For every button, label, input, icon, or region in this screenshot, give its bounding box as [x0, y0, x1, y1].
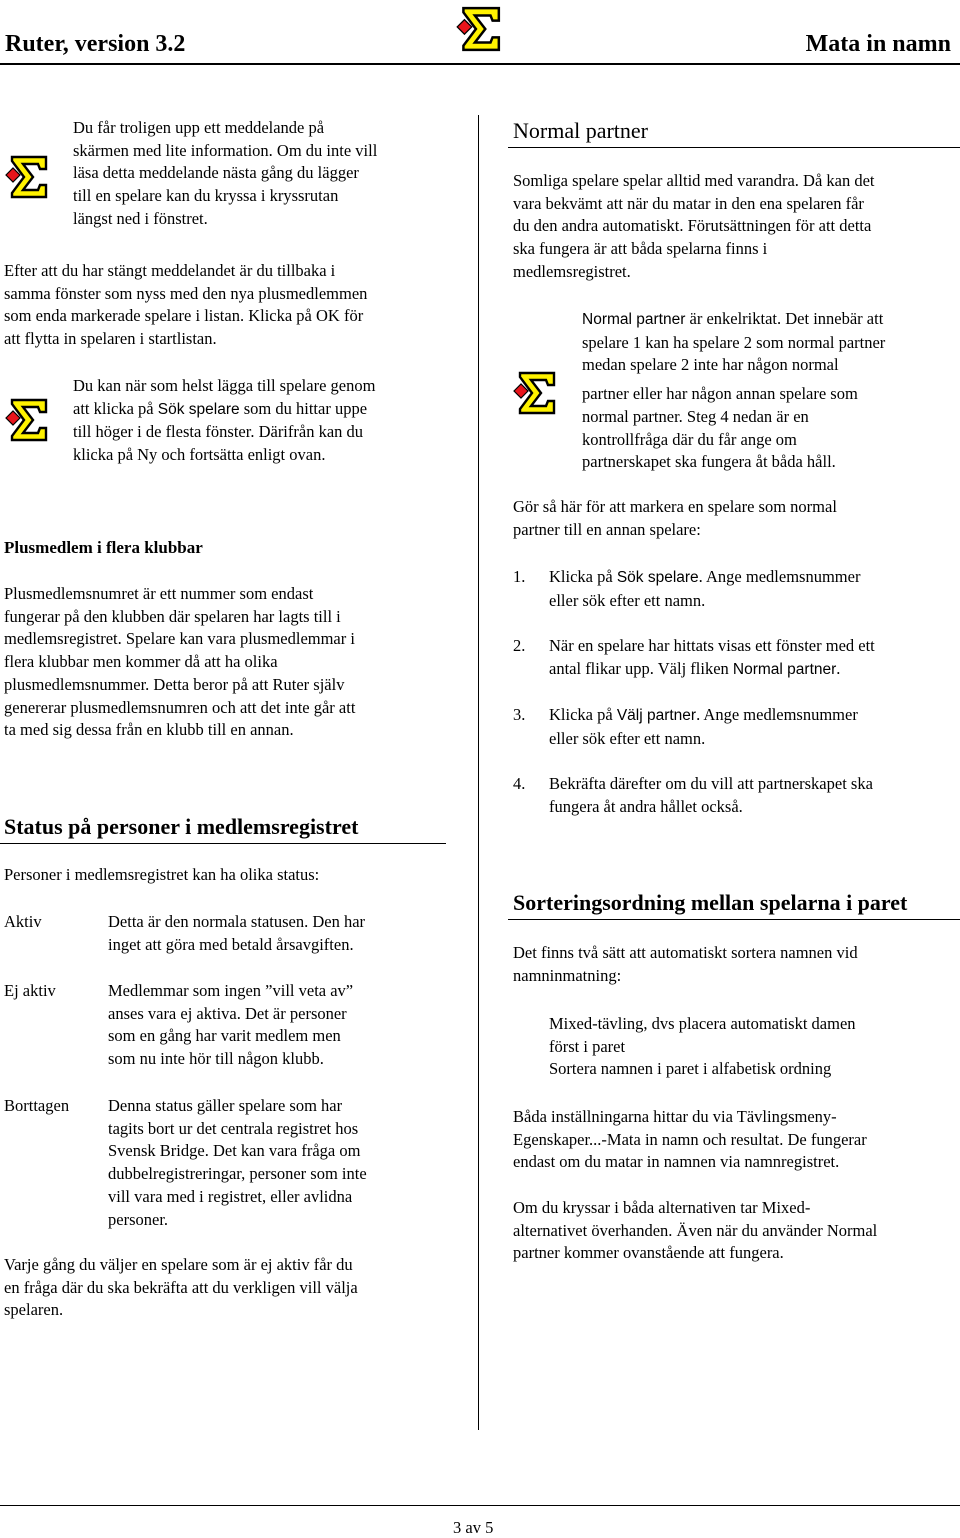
- sort-heading-rule: [508, 919, 960, 920]
- status-outro: Varje gång du väljer en spelare som är ej aktiv får du en fråga där du ska bekräfta att du verkligen vill välja spelaren.: [4, 1255, 358, 1320]
- step-number: 4.: [513, 774, 526, 793]
- sigma-tip-icon: [510, 369, 558, 417]
- ruter-sigma-logo-icon: [453, 4, 503, 54]
- normal-partner-paragraph: Somliga spelare spelar alltid med varandra. Då kan det vara bekvämt att när du matar in den ena spelaren får du den andra automatiskt. Förutsättningen för att detta ska fungera är att båda spelarna finns i medlemsregistret.: [513, 171, 875, 281]
- status-term-aktiv: Aktiv: [4, 912, 42, 931]
- tip-one-way-partner: Normal partner är enkelriktat. Det innebär att spelare 1 kan ha spelare 2 som normal partner medan spelare 2 inte har någon normal partner eller har någon annan spelare som normal partner. Steg 4 nedan är en kontrollfråga där du får ange om partnerskapet ska fungera åt båda håll.: [582, 309, 886, 472]
- normal-partner-tab-code: Normal partner: [732, 660, 837, 678]
- normal-partner-code: Normal partner: [582, 311, 686, 328]
- plus-paragraph: Plusmedlemsnumret är ett nummer som endast fungerar på den klubben där spelaren har lagts till i medlemsregistret. Spelare kan vara plusmedlemmar i flera klubbar men kommer då att ha olika plusmedlemsnummer. Detta beror på att Ruter själv genererar plusmedlemsnumren och att det inte går att ta med sig dessa från en klubb till en annan.: [4, 584, 356, 740]
- normal-partner-rule: [508, 147, 960, 148]
- sort-options: Mixed-tävling, dvs placera automatiskt damen först i paret Sortera namnen i paret i alfabetisk ordning: [549, 1014, 856, 1079]
- status-intro: Personer i medlemsregistret kan ha olika status:: [4, 865, 320, 884]
- status-desc-borttagen: Denna status gäller spelare som har tagits bort ur det centrala registret hos Svensk Bridge. Det kan vara fråga om dubbelregistreringar, personer som inte vill vara med i registret, eller avlidna personer.: [108, 1096, 367, 1229]
- header-right-title: Mata in namn: [805, 31, 951, 57]
- step-number: 1.: [513, 567, 526, 586]
- status-desc-aktiv: Detta är den normala statusen. Den har inget att göra med betald årsavgiften.: [108, 912, 366, 954]
- tip-message-info: Du får troligen upp ett meddelande på skärmen med lite information. Om du inte vill läsa detta meddelande nästa gång du lägger till en spelare kan du kryssa i kryssrutan längst ned i fönstret.: [73, 118, 378, 228]
- step-text: Klicka på Välj partner. Ange medlemsnummer eller sök efter ett namn.: [549, 705, 858, 748]
- how-to-paragraph: Gör så här för att markera en spelare som normal partner till en annan spelare:: [513, 497, 837, 539]
- sort-intro: Det finns två sätt att automatiskt sortera namnen vid namninmatning:: [513, 943, 858, 985]
- step-number: 2.: [513, 636, 526, 655]
- sort-settings-paragraph: Båda inställningarna hittar du via Tävlingsmeny- Egenskaper...-Mata in namn och resultat. De fungerar endast om du matar in namnen via namnregistret.: [513, 1107, 867, 1172]
- status-heading: Status på personer i medlemsregistret: [4, 814, 359, 839]
- sort-heading: Sorteringsordning mellan spelarna i paret: [513, 890, 908, 915]
- normal-partner-heading: Normal partner: [513, 118, 648, 143]
- step-text: Bekräfta därefter om du vill att partnerskapet ska fungera åt andra hållet också.: [549, 774, 873, 816]
- status-desc-ej-aktiv: Medlemmar som ingen ”vill veta av” anses vara ej aktiva. Det är personer som en gång har varit medlem men som nu inte hör till någon klubb.: [108, 981, 354, 1069]
- status-term-borttagen: Borttagen: [4, 1096, 70, 1115]
- sok-spelare-code: Sök spelare: [616, 569, 699, 586]
- sigma-tip-icon: [2, 153, 50, 201]
- valj-partner-code: Välj partner: [616, 707, 697, 724]
- step-number: 3.: [513, 705, 526, 724]
- header-left-title: Ruter, version 3.2: [5, 31, 186, 57]
- step-text: När en spelare har hittats visas ett fönster med ett antal flikar upp. Välj fliken Normal partner.: [549, 636, 875, 678]
- header-rule: [0, 63, 960, 65]
- sort-both-paragraph: Om du kryssar i båda alternativen tar Mixed- alternativet överhanden. Även när du använder Normal partner kommer ovanstående att fungera.: [513, 1198, 878, 1263]
- status-term-ej-aktiv: Ej aktiv: [4, 981, 56, 1000]
- sigma-tip-icon: [2, 396, 50, 444]
- page-number: 3 av 5: [453, 1518, 494, 1537]
- column-divider: [478, 115, 479, 1430]
- status-heading-rule: [0, 843, 446, 844]
- paragraph-after-close: Efter att du har stängt meddelandet är du tillbaka i samma fönster som nyss med den nya plusmedlemmen som enda markerade spelare i listan. Klicka på OK för att flytta in spelaren i startlistan.: [4, 261, 368, 349]
- footer-rule: [0, 1505, 960, 1506]
- plus-heading: Plusmedlem i flera klubbar: [4, 538, 203, 557]
- step-text: Klicka på Sök spelare. Ange medlemsnummer eller sök efter ett namn.: [549, 567, 861, 610]
- sok-spelare-code: Sök spelare: [157, 400, 240, 418]
- tip-add-player: Du kan när som helst lägga till spelare genom att klicka på Sök spelare som du hittar uppe till höger i de flesta fönster. Därifrån kan du klicka på Ny och fortsätta enligt ovan.: [73, 376, 376, 465]
